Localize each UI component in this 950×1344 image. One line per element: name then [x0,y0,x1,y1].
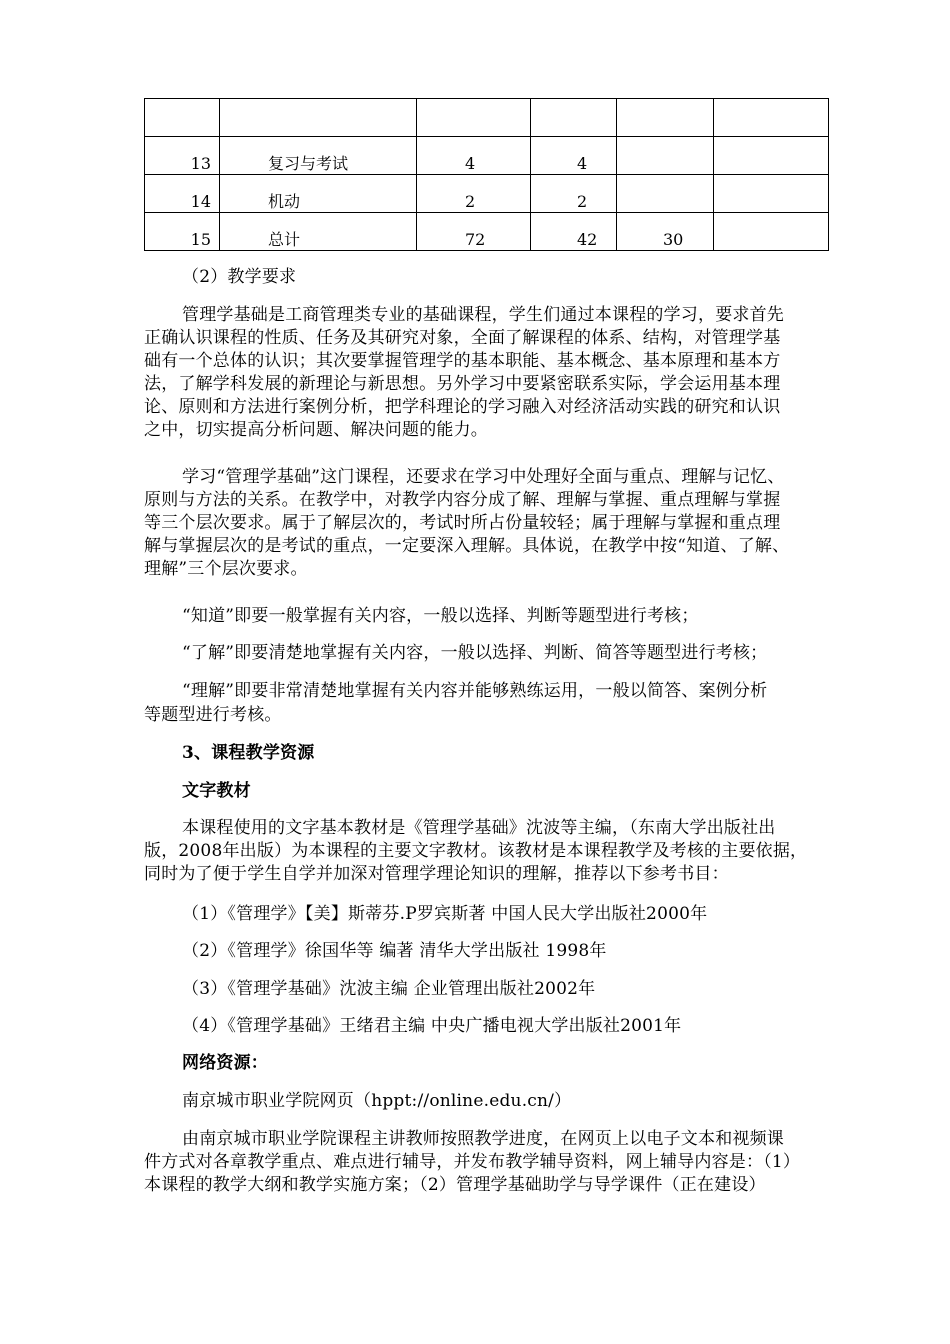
para1-line: 论、原则和方法进行案例分析，把学科理论的学习融入对经济活动实践的研究和认识 [144,397,781,417]
row-number: 15 [145,213,220,251]
para4-line: 本课程的教学大纲和教学实施方案；（2）管理学基础助学与导学课件（正在建设） [144,1175,766,1195]
row-practice-hours [617,175,714,213]
row-topic [220,99,417,137]
row-note [714,137,829,175]
level-understand: “了解”即要清楚地掌握有关内容，一般以选择、判断、简答等题型进行考核； [182,643,768,663]
row-lecture-hours: 2 [531,175,617,213]
reference-item: （2）《管理学》徐国华等 编著 清华大学出版社 1998年 [182,941,607,961]
row-number: 13 [145,137,220,175]
row-lecture-hours: 4 [531,137,617,175]
para4-line: 由南京城市职业学院课程主讲教师按照教学进度，在网页上以电子文本和视频课 [182,1129,784,1149]
row-total-hours: 72 [417,213,531,251]
row-number [145,99,220,137]
para1-line: 管理学基础是工商管理类专业的基础课程，学生们通过本课程的学习，要求首先 [182,305,784,325]
row-topic: 机动 [220,175,417,213]
level-know: “知道”即要一般掌握有关内容，一般以选择、判断等题型进行考核； [182,606,699,626]
row-topic: 复习与考试 [220,137,417,175]
reference-item: （3）《管理学基础》沈波主编 企业管理出版社2002年 [182,979,596,999]
row-number: 14 [145,175,220,213]
para2-line: 学习“管理学基础”这门课程，还要求在学习中处理好全面与重点、理解与记忆、 [182,467,785,487]
para1-line: 法，了解学科发展的新理论与新思想。另外学习中要紧密联系实际，学会运用基本理 [144,374,781,394]
row-practice-hours [617,137,714,175]
row-lecture-hours: 42 [531,213,617,251]
section-heading-resources: 3、课程教学资源 [182,743,315,763]
level-comprehend-line: “理解”即要非常清楚地掌握有关内容并能够熟练运用，一般以简答、案例分析 [182,681,768,701]
para2-line: 等三个层次要求。属于了解层次的，考试时所占份量较轻；属于理解与掌握和重点理 [144,513,781,533]
table-row [145,213,829,251]
para2-line: 解与掌握层次的是考试的重点，一定要深入理解。具体说，在教学中按“知道、了解、 [144,536,790,556]
para4-line: 件方式对各章教学重点、难点进行辅导，并发布教学辅导资料，网上辅导内容是：（1） [144,1152,801,1172]
level-comprehend-line: 等题型进行考核。 [144,705,282,725]
row-topic: 总计 [220,213,417,251]
row-practice-hours [617,99,714,137]
row-total-hours: 4 [417,137,531,175]
row-total-hours [417,99,531,137]
para3-line: 本课程使用的文字基本教材是《管理学基础》沈波等主编，（东南大学出版社出 [182,818,776,838]
para3-line: 同时为了便于学生自学并加深对管理学理论知识的理解，推荐以下参考书目： [144,864,729,884]
row-note [714,213,829,251]
para2-line: 原则与方法的关系。在教学中，对教学内容分成了解、理解与掌握、重点理解与掌握 [144,490,781,510]
para1-line: 正确认识课程的性质、任务及其研究对象，全面了解课程的体系、结构，对管理学基 [144,328,781,348]
reference-item: （1）《管理学》【美】斯蒂芬.P罗宾斯著 中国人民大学出版社2000年 [182,904,708,924]
table-row [145,99,829,137]
table-row [145,175,829,213]
web-site-link[interactable]: 南京城市职业学院网页（hppt://online.edu.cn/） [182,1091,572,1111]
para3-line: 版，2008年出版）为本课程的主要文字教材。该教材是本课程教学及考核的主要依据， [144,841,808,861]
reference-item: （4）《管理学基础》王绪君主编 中央广播电视大学出版社2001年 [182,1016,682,1036]
subheading-textbook: 文字教材 [182,781,251,801]
section-heading-teaching-requirements: （2）教学要求 [182,267,297,287]
schedule-table [144,98,829,251]
row-total-hours: 2 [417,175,531,213]
row-note [714,175,829,213]
subheading-web-resources: 网络资源： [182,1053,268,1073]
row-practice-hours: 30 [617,213,714,251]
para1-line: 础有一个总体的认识；其次要掌握管理学的基本职能、基本概念、基本原理和基本方 [144,351,781,371]
para1-line: 之中，切实提高分析问题、解决问题的能力。 [144,420,488,440]
row-lecture-hours [531,99,617,137]
row-note [714,99,829,137]
para2-line: 理解”三个层次要求。 [144,559,308,579]
table-row [145,137,829,175]
